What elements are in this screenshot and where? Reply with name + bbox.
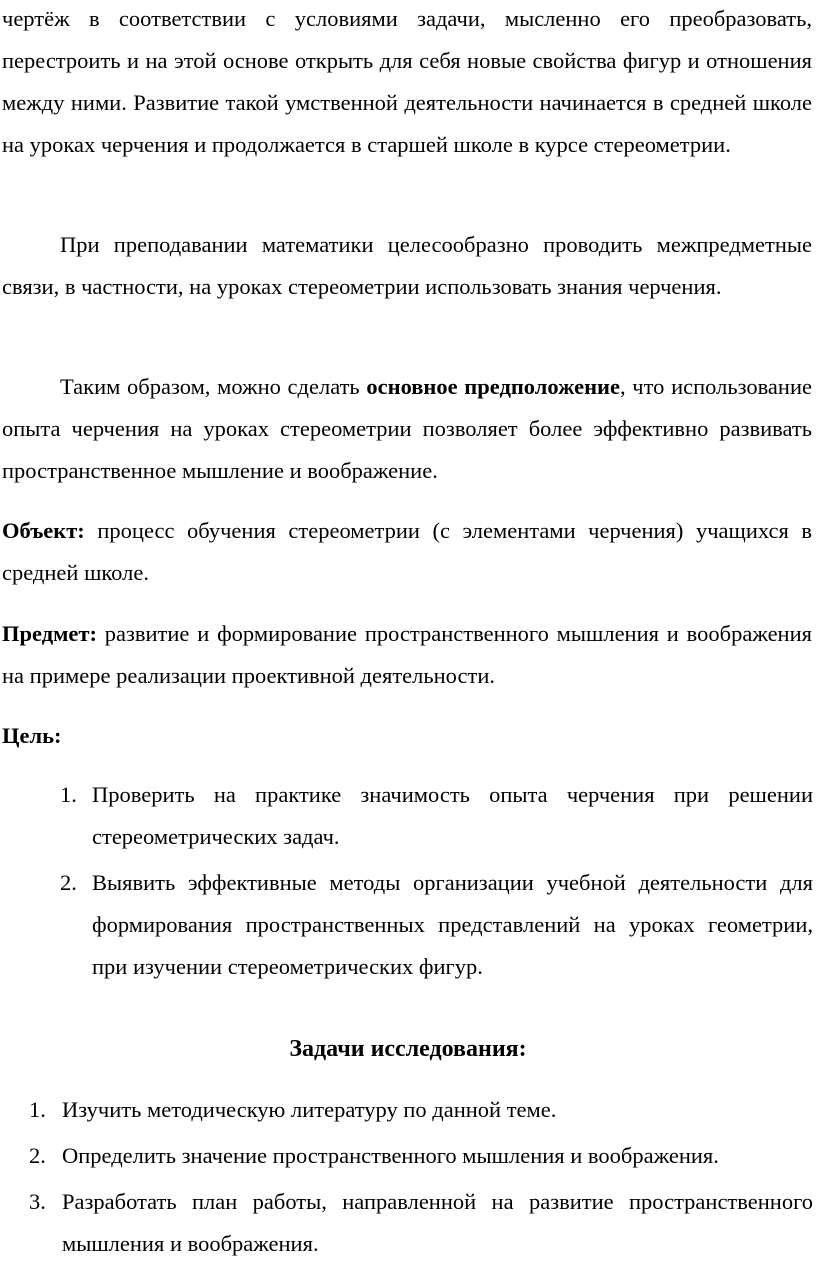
task-text-1: Изучить методическую литературу по данной теме. (62, 1097, 557, 1122)
subject-text: развитие и формирование пространственного мышления и воображения на примере реализации проективной деятельности. (2, 621, 812, 688)
task-text-3: Разработать план работы, направленной на развитие пространственного мышления и воображения. (62, 1189, 813, 1256)
hypothesis-paragraph (2, 366, 812, 492)
task-text-2: Определить значение пространственного мышления и воображения. (62, 1143, 719, 1168)
goal-number-1: 1. (60, 782, 77, 807)
goal-item-2 (60, 862, 813, 988)
goal-text-2: Выявить эффективные методы организации учебной деятельности для формирования пространственных представлений на уроках геометрии, при изучении стереометрических фигур. (92, 870, 813, 979)
task-number-2: 2. (29, 1143, 46, 1168)
goal-label: Цель: (2, 723, 62, 748)
tasks-list (29, 1089, 813, 1265)
task-item-2 (29, 1135, 813, 1177)
goal-item-1 (60, 774, 813, 858)
interdisciplinary-paragraph: При преподавании математики целесообразно проводить межпредметные связи, в частности, на уроках стереометрии использовать знания черчения. (2, 232, 812, 299)
hypothesis-text-before: Таким образом, можно сделать (60, 374, 367, 399)
goal-label-paragraph (2, 715, 812, 757)
goal-text-1: Проверить на практике значимость опыта черчения при решении стереометрических задач. (92, 782, 813, 849)
tasks-heading: Задачи исследования: (289, 1036, 527, 1062)
task-item-3 (29, 1181, 813, 1265)
object-text: процесс обучения стереометрии (с элементами черчения) учащихся в средней школе. (2, 518, 812, 585)
subject-paragraph (2, 613, 812, 697)
task-item-1 (29, 1089, 813, 1131)
goals-list (60, 774, 813, 988)
object-paragraph (2, 510, 812, 594)
task-number-3: 3. (29, 1189, 46, 1214)
intro-paragraph: чертёж в соответствии с условиями задачи, мысленно его преобразовать, перестроить и на этой основе открыть для себя новые свойства фигур и отношения между ними. Развитие такой умственной деятельности начинается в средней школе на уроках черчения и продолжается в старшей школе в курсе стереометрии. (2, 6, 812, 157)
object-label: Объект: (2, 518, 85, 543)
task-number-1: 1. (29, 1097, 46, 1122)
subject-label: Предмет: (2, 621, 97, 646)
hypothesis-bold-term: основное предположение (366, 374, 620, 399)
hypothesis-text-after: , что использование опыта черчения на уроках стереометрии позволяет более эффективно развивать пространственное мышление и воображение. (2, 374, 812, 483)
goal-number-2: 2. (60, 870, 77, 895)
